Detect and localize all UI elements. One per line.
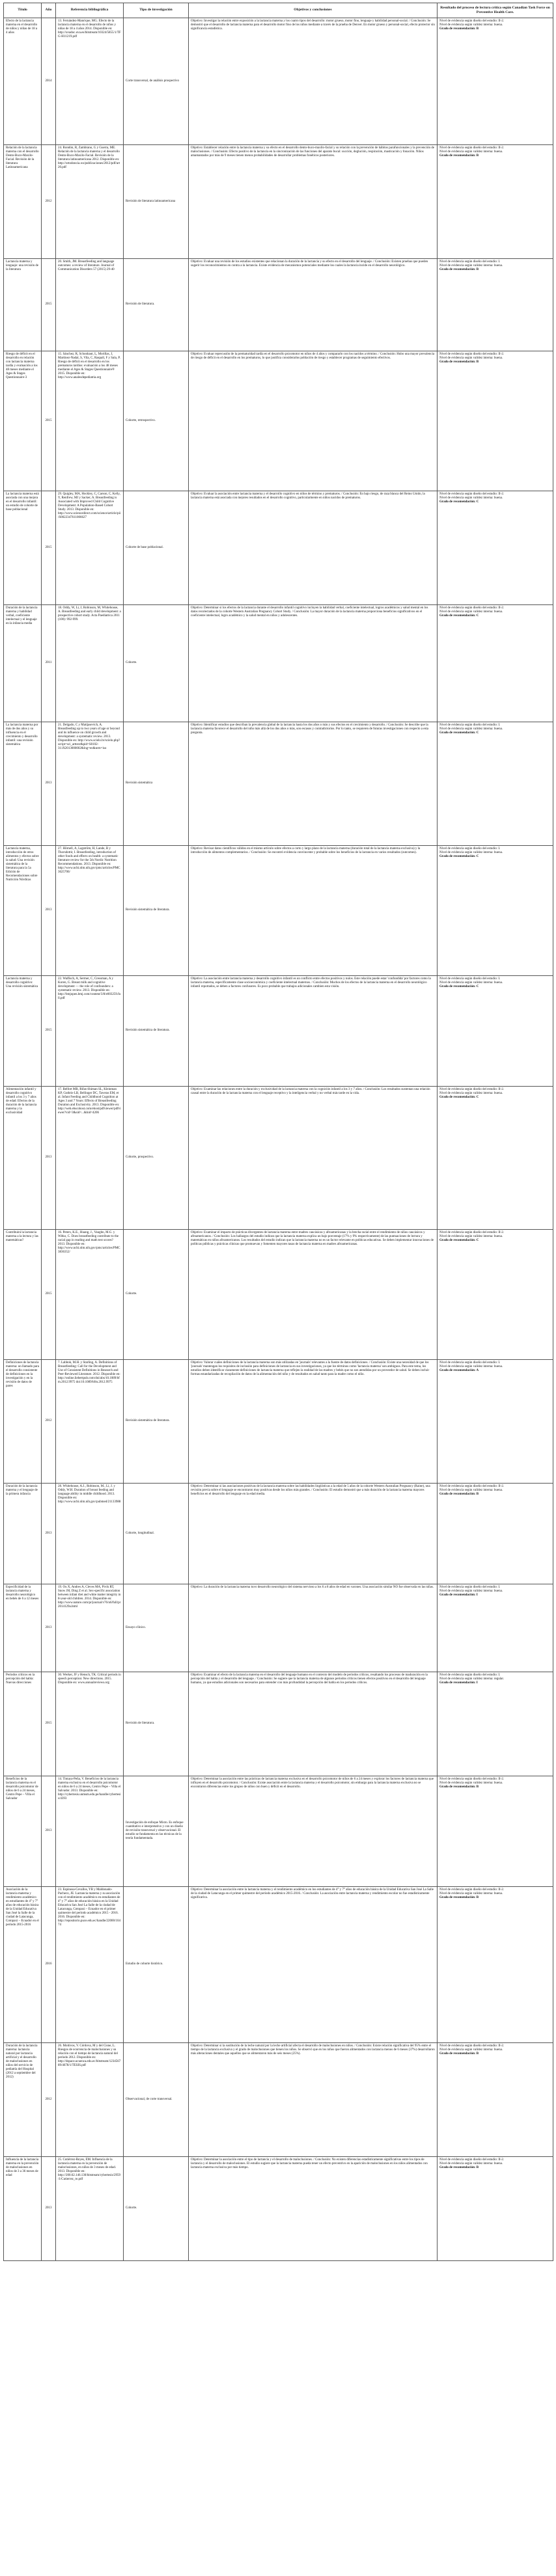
objectives-cell: Objetivo: Evaluar la asociación entre lactancia materna y el desarrollo cognitivo en niños de término y prematuros. / Conclusión: En bajo riesgo, de raza blanca del Reino Unido, la lactancia materna está asociada con mejores resultados en el desarrollo cognitivo, particularmente en niños nacidos de prematuros. xyxy=(189,491,438,604)
evidence-level-line: Nivel de evidencia según validez interna: buena. xyxy=(439,1364,503,1368)
reference-cell: 23. Espinosa-Cevallos, YB y Maldonado-Pacheco, JE. Lactancia materna y su asociación con el rendimiento académico en estudiantes de 4° y 7° años de educación básica en la Unidad Educativa San José La Salle de la ciudad de Latacunga, Cotopaxi – Ecuador en el primer quimestre del período académico 2015 - 2016. 2016. Disponible en: http://repositorio.puce.edu.ec/handle/22000/10474 xyxy=(56,1886,124,2042)
table-row xyxy=(4,1776,553,1886)
table-row xyxy=(4,975,553,1086)
research-type-cell: Cohorte. xyxy=(124,1229,189,1359)
header-objectives: Objetivos y conclusiones xyxy=(189,3,438,18)
recommendation-grade-value: B xyxy=(476,2052,479,2055)
study-title-cell: Contribuirá la lactancia materna a la lectura y las matemáticas? xyxy=(4,1229,42,1359)
objectives-cell: Objetivo: Determinar si los efectos de la lactancia durante el desarrollo infantil cognitivo incluyen la habilidad verbal, coeficiente intelectual, logros académicos y salud mental en los datos recolectados de la cohorte Western Australian Pregnancy Cohort Study. / Conclusión: La mayor duración de la lactancia materna proporciona beneficios significativos en el coeficiente intelectual, logro académico y la salud mental en niños y adolescentes. xyxy=(189,604,438,722)
recommendation-grade xyxy=(439,2166,551,2170)
recommendation-grade-value: B xyxy=(476,1492,479,1496)
objectives-cell: Objetivo: Establecer relación entre la lactancia materna y su efecto en el desarrollo dento-buco-maxilo-facial y su relación con la prevención de hábitos parafuncionales y la prevención de maloclusiones. / Conclusión: Efecto positivo de la lactancia en la sincronización de las funciones del aparato bucal: succión, deglución, respiración, masticación y fonación. Niños amamantados por más de 9 meses tienen menos probabilidades de desarrollar problemas fonéticos posteriores. xyxy=(189,144,438,258)
evaluation-cell xyxy=(438,1086,553,1229)
recommendation-grade xyxy=(439,1785,551,1789)
evidence-level-line: Nivel de evidencia según diseño del estudio: II-2. xyxy=(439,492,505,496)
research-type-cell: Cohorte. xyxy=(124,2156,189,2260)
evidence-level-line: Nivel de evidencia según diseño del estudio: II-2. xyxy=(439,2044,505,2048)
evidence-level-line: Nivel de evidencia según diseño del estudio: II-2. xyxy=(439,19,505,23)
recommendation-grade xyxy=(439,1493,551,1497)
table-row xyxy=(4,1483,553,1584)
research-type-cell: Revisión de literatura. xyxy=(124,258,189,351)
evidence-level-line: Nivel de evidencia según validez interna: buena. xyxy=(439,2162,503,2165)
table-row xyxy=(4,1886,553,2042)
recommendation-grade xyxy=(439,268,551,272)
table-body xyxy=(4,18,553,2260)
study-title-cell: Lactancia materna y lenguaje: una revisión de la literatura xyxy=(4,258,42,351)
evidence-level-line: Nivel de evidencia según diseño del estudio: II-2. xyxy=(439,2158,505,2162)
evaluation-cell xyxy=(438,1229,553,1359)
objectives-cell: Objetivo: Determinar si la sustitución de la leche natural por la leche artificial afecta el desarrollo de maloclusiones en niños. / Conclusión: Existe relación significativa del 95% entre el tiempo de la lactancia exclusiva y el grado de maloclusiones que tienen los niños. Se observó que en los niños que fueron alimentados con lactancia menos de 6 meses (37%) desarrollaron más alteraciones dentales que aquellos que se alimentaron más de seis meses (25%). xyxy=(189,2042,438,2156)
recommendation-grade-label: Grado de recomendación: xyxy=(439,731,476,735)
evaluation-cell xyxy=(438,604,553,722)
reference-cell: 17. Belfort MB, Rifas-Shiman SL, Kleinman KP, Guthrie LB, Bellinger DC, Taveras EM, et al. Infant Feeding and Childhood Cognition at Ages 3 and 7 Years: Effects of Breastfeeding Duration and Exclusivity. 2013. Disponible en: http://web.ebscohost.com/ehost/pdfviewer/pdfviewer?vid=3&sid=...&hid=4206 xyxy=(56,1086,124,1229)
reference-cell: 18. Oddy, W, Li, J, Robinson, M, Whitehouse, A. Breastfeeding and early child development: a prospective cohort study. Acta Paediatrica 2011 (100): 992-999. xyxy=(56,604,124,722)
evidence-level-line: Nivel de evidencia según diseño del estudio: I. xyxy=(439,847,501,850)
research-type-cell: Cohorte, retrospectivo. xyxy=(124,351,189,491)
reference-cell: 21. Delgado, C y Matijasevich, A. Breastfeeding up to two years of age or beyond and its influence on child growth and development: a systematic review. 2013. Disponible en: http://www.scielo.br/scielo.php?script=sci_arttext&pid=S0102-311X2013000002&lng=en&nrm=iso xyxy=(56,722,124,845)
research-type-cell: Cohorte. xyxy=(124,604,189,722)
evidence-level-line: Nivel de evidencia según validez interna: buena. xyxy=(439,23,503,27)
recommendation-grade-value: B xyxy=(476,267,479,271)
objectives-cell: Objetivo: Evaluar una revisión de los estudios existentes que relacionan la duración de la lactancia y su efecto en el desarrollo del lenguaje. / Conclusión: Existen pruebas que pueden sugerir los reconocimientos en contra a la lactancia. Existe evidencia de mecanismos potenciales mediante los cuales la lactancia incide en el desarrollo neurológico. xyxy=(189,258,438,351)
objectives-cell: Objetivo: Investigar la relación entre exposición a la lactancia materna y los cuatro tipos del desarrollo: motor grueso, motor fino, lenguaje y habilidad personal-social. / Conclusión: Se demostró que el desarrollo de lactancia materna para el desarrollo motor fino de los niños mediante a través de la prueba de Denver. En motor grueso y personal-social, efecto protector sin significancia estadística. xyxy=(189,18,438,144)
header-year: Año xyxy=(42,3,56,18)
recommendation-grade-value: B xyxy=(476,27,479,31)
recommendation-grade xyxy=(439,614,551,618)
recommendation-grade-label: Grado de recomendación: xyxy=(439,1238,476,1242)
evidence-level-line: Nivel de evidencia según diseño del estudio: II-2. xyxy=(439,352,505,356)
header-title: Título xyxy=(4,3,42,18)
evaluation-cell xyxy=(438,722,553,845)
evidence-level-line: Nivel de evidencia según diseño del estudio: I. xyxy=(439,1361,501,1364)
evidence-level-line: Nivel de evidencia según validez interna: buena. xyxy=(439,981,503,984)
year-cell: 2012 xyxy=(42,1359,56,1483)
recommendation-grade-label: Grado de recomendación: xyxy=(439,154,476,157)
year-cell: 2013 xyxy=(42,2156,56,2260)
evidence-level-line: Nivel de evidencia según diseño del estudio: I. xyxy=(439,1673,501,1677)
table-row xyxy=(4,845,553,975)
objectives-cell: Objetivo: Examinar el impacto de prácticas divergentes de lactancia materna entre madres caucásicas y afroamericanas y la brecha racial entre el rendimiento de niños caucásicos y afroamericanos. / Conclusión: Los hallazgos del estudio indican que la lactancia materna explica un bajo porcentaje (17% y 9% respectivamente) de las puntuaciones de lectura y matemáticas en niños afroamericanos. Los resultados del estudio indican que la lactancia materna no es un factor relevante en políticas educativas. Se deben implementar innovaciones de políticas públicas y prácticas clínicas que promuevan y fomenten mayores tasas de lactancia materna en madres afroamericanas. xyxy=(189,1229,438,1359)
table-row xyxy=(4,1584,553,1672)
year-cell: 2013 xyxy=(42,1584,56,1672)
evidence-level-line: Nivel de evidencia según diseño del estudio: II-2. xyxy=(439,146,505,150)
year-cell: 2015 xyxy=(42,491,56,604)
recommendation-grade-label: Grado de recomendación: xyxy=(439,360,476,364)
evidence-level-line: Nivel de evidencia según validez interna: buena. xyxy=(439,1234,503,1238)
reference-cell: 13. Fernández-Manrique, MG. Efecto de la lactancia materna en el desarrollo de niños y niñas de 18 a 4 años 2014. Disponible en: http://uvadoc.uva.es/bitstream/10324/5855/1/TFG-H11219.pdf xyxy=(56,18,124,144)
recommendation-grade xyxy=(439,360,551,364)
evidence-level-line: Nivel de evidencia según validez interna: buena. xyxy=(439,264,503,267)
objectives-cell: Objetivo: Determinar si las asociaciones positivas de la lactancia materna sobre las habilidades lingüísticas a la edad de 5 años de la cohorte Western Australian Pregnancy (Raine), una revisión previa sobre el lenguaje se encontraron muy positivas desde los niños más grandes. / Conclusión: El estudio demostró que a más duración de la lactancia materna mayores beneficios en el desarrollo del lenguaje en la edad media. xyxy=(189,1483,438,1584)
evaluation-cell xyxy=(438,975,553,1086)
research-type-cell: Cohorte, prospectivo. xyxy=(124,1086,189,1229)
reference-cell: 28. Whitehouse, A.J., Robinson, M., Li, J. y Oddy, W.H. Duration of breast feeding and language ability in middle childhood. 2013. Disponible en: http://www.ncbi.nlm.nih.gov/pubmed/21133988 xyxy=(56,1483,124,1584)
table-row xyxy=(4,722,553,845)
reference-cell: 26. Moitivos, V. Córdova, M y del Cisne, L. Riesgos de ocurrencia de maloclusiones y su relación con el tiempo de lactancia natural del período 2012. Disponible en: http://dspace.ucuenca.edu.ec/bitstream/123456789/4678/1/TESIS.pdf xyxy=(56,2042,124,2156)
table-row xyxy=(4,351,553,491)
objectives-cell: Objetivo: Revisar datos científicos válidos en el mismo artículo sobre efectos a corto y largo plazo de la lactancia materna (duración total de la lactancia materna exclusiva) y la introducción de alimentos complementarios. / Conclusión: Se encontró evidencia convincente y probable sobre los beneficios de la lactancia en varios resultados (outcomes). xyxy=(189,845,438,975)
year-cell: 2013 xyxy=(42,722,56,845)
evidence-level-line: Nivel de evidencia según validez interna: buena. xyxy=(439,150,503,154)
year-cell: 2011 xyxy=(42,604,56,722)
table-row xyxy=(4,1359,553,1483)
recommendation-grade-value: B xyxy=(476,1895,479,1899)
objectives-cell: Objetivo: La duración de la lactancia materna tuvo desarrollo neurológico del sistema nervioso a los 6 a 8 años de edad en varones. Una asociación similar NO fue observada en las niñas. xyxy=(189,1584,438,1672)
recommendation-grade-label: Grado de recomendación: xyxy=(439,2052,476,2055)
research-type-cell: Revisión sistemática xyxy=(124,722,189,845)
evaluation-cell xyxy=(438,1483,553,1584)
recommendation-grade-label: Grado de recomendación: xyxy=(439,2165,476,2169)
study-title-cell: Influencia de la lactancia materna en la prevención de maloclusiones en niños de 3 a 36 meses de edad xyxy=(4,2156,42,2260)
research-type-cell: Cohorte de base poblacional. xyxy=(124,491,189,604)
year-cell: 2013 xyxy=(42,1483,56,1584)
objectives-cell: Objetivo: La asociación entre lactancia materna y desarrollo cognitivo infantil es un conflicto entre efectos positivos y nulos. Este relación puede estar 'confundida' por factores como la lactancia materna, específicamente clase socioeconómica y coeficiente intelectual maternos. / Conclusión: Muchos de los efectos de la lactancia materna en el desarrollo neurológico infantil reportados, se deben a factores confusores. Es poco probable que trabajos adicionales cambien esta visión. xyxy=(189,975,438,1086)
evidence-table xyxy=(3,3,553,2261)
recommendation-grade-label: Grado de recomendación: xyxy=(439,614,476,617)
table-row xyxy=(4,1229,553,1359)
evaluation-cell xyxy=(438,258,553,351)
year-cell: 2015 xyxy=(42,351,56,491)
evidence-level-line: Nivel de evidencia según validez interna: buena. xyxy=(439,1488,503,1492)
study-title-cell: Riesgo de déficit en el desarrollo en relación con lactancia materna tardía y evaluación a los 48 meses mediante el Ages & Stages Questionnaire-3 xyxy=(4,351,42,491)
research-type-cell: Cohorte, longitudinal. xyxy=(124,1483,189,1584)
recommendation-grade-value: C xyxy=(476,614,479,617)
evidence-level-line: Nivel de evidencia según validez interna: buena. xyxy=(439,2048,503,2052)
evaluation-cell xyxy=(438,18,553,144)
research-type-cell: Corte transversal, de análisis prospectivo xyxy=(124,18,189,144)
table-row xyxy=(4,144,553,258)
evidence-level-line: Nivel de evidencia según diseño del estudio: II-2. xyxy=(439,1484,505,1488)
evidence-level-line: Nivel de evidencia según diseño del estudio: II-2. xyxy=(439,1777,505,1781)
objectives-cell: Objetivo: Determinar la asociación entre el tipo de lactancia y el desarrollo de maloclusiones. / Conclusión: No existen diferencias estadísticamente significativas entre los tipos de lactancia y el desarrollo de maloclusiones. El estudio sugiere que la lactancia materna pueda tener un efecto preventivo en la aparición de maloclusiones en los niños alimentados con lactancia materna exclusiva por más tiempo. xyxy=(189,2156,438,2260)
recommendation-grade-value: C xyxy=(476,500,479,504)
year-cell: 2013 xyxy=(42,1086,56,1229)
research-type-cell: Revisión de literatura. xyxy=(124,1672,189,1776)
recommendation-grade xyxy=(439,500,551,504)
objectives-cell: Objetivo: Examinar las relaciones entre la duración y exclusividad de la lactancia materna con la cognición infantil a los 3 y 7 años. / Conclusión: Los resultados sustentan una relación causal entre la duración de la lactancia materna con el lenguaje receptivo y la inteligencia verbal y no verbal más tarde en la vida. xyxy=(189,1086,438,1229)
evidence-level-line: Nivel de evidencia según validez interna: buena. xyxy=(439,610,503,614)
evidence-level-line: Nivel de evidencia según validez interna: buena. xyxy=(439,1589,503,1593)
evaluation-cell xyxy=(438,351,553,491)
recommendation-grade-value: B xyxy=(476,154,479,157)
objectives-cell: Objetivo: Evaluar repercusión de la prematuridad tardía en el desarrollo psicomotor en niños de 4 años y compararlo con los nacidos a término. / Conclusión: Hubo una mayor prevalencia de riesgo de déficit en el desarrollo en los prematuros, lo que justifica considerarlos población de riesgo y establecer programas de seguimiento efectivos. xyxy=(189,351,438,491)
study-title-cell: Asociación de la lactancia materna y rendimiento académico en estudiantes de 4° y 7° años de educación básica de la Unidad Educativa San José la Salle de la ciudad de Latacunga, Cotopaxi – Ecuador en el período 2015-2016 xyxy=(4,1886,42,2042)
recommendation-grade-value: C xyxy=(476,1095,479,1099)
year-cell: 2016 xyxy=(42,1886,56,2042)
study-title-cell: Duración de la lactancia materna y el lenguaje de la primera infancia xyxy=(4,1483,42,1584)
evaluation-cell xyxy=(438,1672,553,1776)
evaluation-cell xyxy=(438,1584,553,1672)
study-title-cell: Alimentación infantil y desarrollo cognitivo infantil a los 3 y 7 años de edad: Efectos de la duración de la lactancia materna y la exclusividad xyxy=(4,1086,42,1229)
header-evaluation: Resultado del proceso de lectura crítica según Canadian Task Force on Preventive Health Care. xyxy=(438,3,553,18)
year-cell: 2013 xyxy=(42,845,56,975)
study-title-cell: Definiciones de lactancia materna: un llamado para el desarrollo consistente de definiciones en la investigación y en la revisión de datos de pares xyxy=(4,1359,42,1483)
recommendation-grade-label: Grado de recomendación: xyxy=(439,1492,476,1496)
recommendation-grade xyxy=(439,1681,551,1685)
reference-cell: 22. Walfisch, A, Sermer, C, Cressman, A y Koren, G. Breast milk and cognitive development — the role of confounders: a systematic review. 2013. Disponible en: http://bmjopen.bmj.com/content/3/8/e003259.full.pdf xyxy=(56,975,124,1086)
recommendation-grade-value: C xyxy=(476,984,479,988)
evaluation-cell xyxy=(438,845,553,975)
recommendation-grade-label: Grado de recomendación: xyxy=(439,1681,476,1685)
study-title-cell: La lactancia materna está asociada con una mejora en el desarrollo infantil: un estudio de cohorte de base poblacional xyxy=(4,491,42,604)
year-cell: 2012 xyxy=(42,2042,56,2156)
recommendation-grade-label: Grado de recomendación: xyxy=(439,1895,476,1899)
recommendation-grade xyxy=(439,154,551,158)
year-cell: 2012 xyxy=(42,144,56,258)
study-title-cell: Especificidad de la lactancia materna y desarrollo neurológico en bebés de 6 a 12 meses xyxy=(4,1584,42,1672)
reference-cell: 7. Labbok, M.H. y Starling, A. Definitions of Breastfeeding: Call for the Development and Use of Consistent Definitions in Research and Peer-Reviewed Literature. 2012. Disponible en: http://online.liebertpub.com/doi/abs/10.1089/bfm.2012.9975 doi:10.1089/bfm.2012.9975 xyxy=(56,1359,124,1483)
objectives-cell: Objetivo: Identificar estudios que describan la prevalencia global de la lactancia hasta los dos años o más y sus efectos en el crecimiento y desarrollo. / Conclusión: Se describe que la lactancia materna favorece el desarrollo del niño más allá de los dos años o más, son escasos y contradictorios. Por lo tanto, se requieren de futuras investigaciones con respecto a esta pregunta. xyxy=(189,722,438,845)
table-row xyxy=(4,18,553,144)
recommendation-grade xyxy=(439,1369,551,1373)
recommendation-grade xyxy=(439,855,551,859)
header-row xyxy=(4,3,553,18)
year-cell: 2013 xyxy=(42,1776,56,1886)
year-cell: 2014 xyxy=(42,18,56,144)
table-row xyxy=(4,491,553,604)
year-cell: 2015 xyxy=(42,258,56,351)
recommendation-grade-label: Grado de recomendación: xyxy=(439,1368,476,1372)
objectives-cell: Objetivo: Determinar la asociación entre la lactancia materna y el rendimiento académico en los estudiantes de 4° y 7° años de educación básica de la Unidad Educativa San José La Salle de la ciudad de Latacunga en el primer quimestre del período académico 2015-2016. / Conclusión: La asociación entre lactancia materna y rendimiento escolar no fue estadísticamente significativa. xyxy=(189,1886,438,2042)
evaluation-cell xyxy=(438,2156,553,2260)
research-type-cell: Ensayo clínico. xyxy=(124,1584,189,1672)
table-row xyxy=(4,1672,553,1776)
recommendation-grade-value: B xyxy=(476,2165,479,2169)
table-row xyxy=(4,604,553,722)
evidence-level-line: Nivel de evidencia según validez interna: buena. xyxy=(439,1091,503,1095)
evidence-level-line: Nivel de evidencia según diseño del estudio: II-2. xyxy=(439,1888,505,1891)
evidence-level-line: Nivel de evidencia según diseño del estudio: II-2. xyxy=(439,1087,505,1091)
evidence-level-line: Nivel de evidencia según validez interna: buena. xyxy=(439,1891,503,1895)
recommendation-grade xyxy=(439,1096,551,1100)
reference-cell: 14. Tintaya-Peña, V. Beneficios de la lactancia materna exclusiva en el desarrollo psicomotor en niños de 6 a 24 meses, Centro Pepe – Villa el Salvador. 2013. Disponible en: http://cybertesis.unmsm.edu.pe/handle/cybertesis/4393 xyxy=(56,1776,124,1886)
recommendation-grade-label: Grado de recomendación: xyxy=(439,854,476,858)
reference-cell: 19. Ou X, Andres A, Cleves MA, Pivik RT, Snow JH, Ding Z et al. Sex-specific association between infant diet and white matter integrity in 8-year-old children. 2014. Disponible en: http://www.nature.com/pr/journal/v76/n6/full/pr2014129a.html xyxy=(56,1584,124,1672)
recommendation-grade-value: I xyxy=(476,1681,478,1685)
reference-cell: 27. Hörnell, A, Lagström, H, Lande, B y Thorsdottir, I. Breastfeeding, introduction of other foods and effects on health: a systematic literature review for the 5th Nordic Nutrition Recommendations. 2013. Disponible en: http://www.ncbi.nlm.nih.gov/pmc/articles/PMC3625706/ xyxy=(56,845,124,975)
evaluation-cell xyxy=(438,2042,553,2156)
recommendation-grade-value: C xyxy=(476,854,479,858)
research-type-cell: Revisión sistemática de literatura. xyxy=(124,1359,189,1483)
recommendation-grade xyxy=(439,731,551,735)
study-title-cell: Beneficios de la lactancia materna en el desarrollo psicomotor de niños de 6 a 24 meses, Centro Pepe – Villa el Salvador xyxy=(4,1776,42,1886)
reference-cell: 24. Rondón, R, Zambrano, G y Guerra, ME. Relación de la lactancia materna y el desarrollo Dento-Buco-Maxilo-Facial. Revisión de la literatura latinoamericana 2012. Disponible en: http://ortodoncia.ws/publicaciones/2012/pdf/art20.pdf xyxy=(56,144,124,258)
evaluation-cell xyxy=(438,1776,553,1886)
evidence-level-line: Nivel de evidencia según validez interna: buena. xyxy=(439,850,503,854)
evidence-level-line: Nivel de evidencia según diseño del estudio: I. xyxy=(439,260,501,264)
research-type-cell: Estudio de cohorte histórico. xyxy=(124,1886,189,2042)
table-row xyxy=(4,258,553,351)
header-type: Tipo de investigación xyxy=(124,3,189,18)
recommendation-grade-label: Grado de recomendación: xyxy=(439,1785,476,1789)
study-title-cell: Lactancia materna y desarrollo cognitivo: Una revisión sistemática xyxy=(4,975,42,1086)
research-type-cell: Observacional, de corte transversal. xyxy=(124,2042,189,2156)
evaluation-cell xyxy=(438,144,553,258)
table-header xyxy=(4,3,553,18)
research-type-cell: Revisión de literatura latinoamericana xyxy=(124,144,189,258)
recommendation-grade xyxy=(439,985,551,989)
study-title-cell: Duración de la lactancia materna: lactancia natural por lactancia artificial y el desarrollo de maloclusiones en niños del servicio de pediatría del Hospital (2012 a septiembre del 2012) xyxy=(4,2042,42,2156)
reference-cell: 16. Peters, K.E., Huang, J., Vaughn, M.G. y Witko, C. Does breastfeeding contribute to the racial gap in reading and math test scores? 2013. Disponible en: http://www.ncbi.nlm.nih.gov/pmc/articles/PMC3836352/ xyxy=(56,1229,124,1359)
study-title-cell: La lactancia materna por más de dos años y su influencia en el crecimiento y desarrollo infantil: una revisión sistemática xyxy=(4,722,42,845)
reference-cell: 25. Cutiérrez-Reyes, EM. Influencia de la lactancia materna en la prevención de maloclusiones, en niños de 3 meses de edad. 2013. Disponible en: http://200.62.146.130/bitstream/cybertesis/2959/1/Cutierrez_re.pdf xyxy=(56,2156,124,2260)
recommendation-grade-value: A xyxy=(476,1368,479,1372)
evaluation-cell xyxy=(438,1359,553,1483)
recommendation-grade xyxy=(439,1239,551,1243)
study-title-cell: Lactancia materna, introducción de otros alimentos y efectos sobre la salud: Una revisión sistemática de la literatura para la 5a Edición de Recomendaciones sobre Nutrición Nórdicas xyxy=(4,845,42,975)
recommendation-grade xyxy=(439,2052,551,2056)
recommendation-grade-label: Grado de recomendación: xyxy=(439,267,476,271)
evaluation-cell xyxy=(438,491,553,604)
recommendation-grade-value: B xyxy=(476,360,479,364)
recommendation-grade-value: I xyxy=(476,1593,478,1597)
objectives-cell: Objetivo: Determinar la asociación entre las prácticas de lactancia materna exclusiva en el desarrollo psicomotor de niños de 6 a 24 meses y explorar los factores de lactancia materna que influyen en el desarrollo psicomotor. / Conclusión: Existe asociación entre la lactancia materna y el desarrollo psicomotor, sin embargo para la lactancia materna exclusiva no se encontraron diferencias entre los grupos de niños con buen y déficit en el desarrollo. xyxy=(189,1776,438,1886)
recommendation-grade-label: Grado de recomendación: xyxy=(439,1593,476,1597)
evidence-level-line: Nivel de evidencia según validez interna: buena. xyxy=(439,356,503,360)
evidence-level-line: Nivel de evidencia según diseño del estudio: I. xyxy=(439,723,501,727)
study-title-cell: Efecto de la lactancia materna en el desarrollo de niños y niñas de 18 a 4 años xyxy=(4,18,42,144)
objectives-cell: Objetivo: Valorar cuáles definiciones de la lactancia materna son más utilizadas en 'journals' relevantes a la fuente de datos definiciones. / Conclusión: Existe una necesidad de que los 'journals' mantengan los requisitos de inclusión para definiciones de lactancia en sus investigaciones, ya que los términos como 'lactancia materna' son ambiguos. Para este tema, los estudios deben identificar claramente definiciones de lactancia materna que reflejen la realidad de las madres y bebés que no son atendidas por un proveedor de salud. Se deben incluir formas estandarizadas de recopilación de datos de la alimentación del niño y de resultados en salud tanto para la madre como el niño. xyxy=(189,1359,438,1483)
recommendation-grade-label: Grado de recomendación: xyxy=(439,1095,476,1099)
study-title-cell: Periodos críticos en la percepción del habla: Nuevas direcciones xyxy=(4,1672,42,1776)
study-title-cell: Duración de la lactancia materna y habilidad verbal, coeficiente intelectual y el lenguaje en la infancia media xyxy=(4,604,42,722)
recommendation-grade-value: C xyxy=(476,1238,479,1242)
recommendation-grade xyxy=(439,1593,551,1597)
table-row xyxy=(4,1086,553,1229)
study-title-cell: Relación de la lactancia materna con el desarrollo Dento-Buco-Maxilo-Facial. Revisión de la literatura Latinoamericana xyxy=(4,144,42,258)
evaluation-cell xyxy=(438,1886,553,2042)
table-row xyxy=(4,2042,553,2156)
recommendation-grade xyxy=(439,1896,551,1900)
research-type-cell: Investigación de enfoque Mixto. Es enfoque cuantitativo e interpretativo y con un diseño de revisión transversal y observacional. El estudio se fundamenta en las técnicas de la teoría fundamentada. xyxy=(124,1776,189,1886)
evidence-level-line: Nivel de evidencia según validez interna: regular. xyxy=(439,1677,504,1681)
research-type-cell: Revisión sistemática de literatura. xyxy=(124,845,189,975)
table-row xyxy=(4,2156,553,2260)
reference-cell: 15. Sánchez, R, Schonhaut, L, Morillas, J, Martinez-Nadal, S, Vila, C, Raspall, F y Sala, P. Riesgo de déficit en el desarrollo en los prematuros tardíos: evaluación a los 48 meses mediante el Ages & Stages Questionnaire® 2015. Disponible en: http://www.analesdepediatria.org xyxy=(56,351,124,491)
recommendation-grade-value: B xyxy=(476,1785,479,1789)
research-type-cell: Revisión sistemática de literatura. xyxy=(124,975,189,1086)
recommendation-grade xyxy=(439,27,551,31)
year-cell: 2015 xyxy=(42,1229,56,1359)
evidence-level-line: Nivel de evidencia según diseño del estudio: I. xyxy=(439,977,501,981)
reference-cell: 29. Quigley, MA, Hockley, C, Carson, C, Kelly, Y, Renfrew, MJ y Sacker, A. Breastfeeding is Associated with Improved Child Cognitive Development: A Population-Based Cohort Study. 2013. Disponible en: http://www.sciencedirect.com/science/article/pii/S0022347611006627 xyxy=(56,491,124,604)
evidence-level-line: Nivel de evidencia según diseño del estudio: II-2. xyxy=(439,1230,505,1234)
evidence-level-line: Nivel de evidencia según diseño del estudio: II-2. xyxy=(439,606,505,610)
evidence-level-line: Nivel de evidencia según validez interna: buena. xyxy=(439,1781,503,1785)
reference-cell: 20. Smith, JM. Breastfeeding and language outcomes: a review of literature. Journal of Communication Disorders 57 (2015) 29-40 xyxy=(56,258,124,351)
evidence-level-line: Nivel de evidencia según validez interna: buena. xyxy=(439,496,503,500)
objectives-cell: Objetivo: Examinar el efecto de la lactancia materna en el desarrollo del lenguaje humano en el contexto del modelo de periodos críticos, resaltando los procesos de maduración en la percepción del habla y el desarrollo del lenguaje. / Conclusión: Se sugiere que la lactancia materna de algunos periodos críticos tienen efectos positivos en el desarrollo del lenguaje humano, ya que estudios adicionales son necesarios para entender con más profundidad la percepción del habla en los periodos críticos. xyxy=(189,1672,438,1776)
recommendation-grade-label: Grado de recomendación: xyxy=(439,500,476,504)
year-cell: 2015 xyxy=(42,1672,56,1776)
evidence-level-line: Nivel de evidencia según diseño del estudio: I. xyxy=(439,1585,501,1589)
year-cell: 2015 xyxy=(42,975,56,1086)
evidence-level-line: Nivel de evidencia según validez interna: buena. xyxy=(439,727,503,731)
reference-cell: 30. Werker, JF y Hensch, TK. Critical periods in speech perception: New directions. 2015. Disponible en: www.annualreviews.org xyxy=(56,1672,124,1776)
recommendation-grade-label: Grado de recomendación: xyxy=(439,27,476,31)
recommendation-grade-label: Grado de recomendación: xyxy=(439,984,476,988)
header-reference: Referencia bibliográfica xyxy=(56,3,124,18)
recommendation-grade-value: C xyxy=(476,731,479,735)
